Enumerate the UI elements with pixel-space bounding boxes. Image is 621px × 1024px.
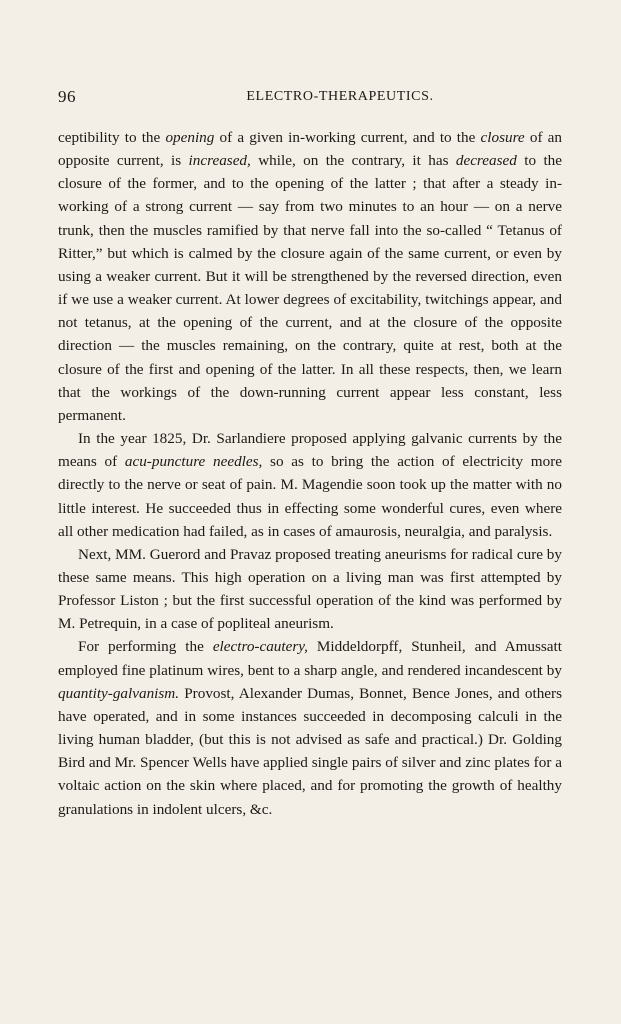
text-run: so as to bring the action of electricity more directly to the nerve or seat of pain. M. Magendie soon took up the matter with no little interest. He succeeded thus in effecting some wonderful cures, even where all other medication had failed, as in cases of amaurosis, neuralgia, and paralysis.: [58, 453, 563, 540]
italic-text: electro-cautery,: [212, 638, 308, 656]
text-run: while, on the contrary, it has: [250, 152, 456, 170]
body-text: [58, 126, 562, 821]
text-run: ceptibility to the: [58, 129, 166, 146]
paragraph: [58, 543, 562, 636]
paragraph: [58, 427, 562, 543]
page-number: 96: [58, 87, 76, 106]
italic-text: acu-puncture needles,: [124, 453, 263, 471]
italic-text: decreased: [455, 152, 517, 170]
text-run: Provost, Alexander Dumas, Bonnet, Bence Jones, and others have operated, and in some instances succeeded in decomposing calculi in the living human bladder, (but this is not advised as safe and practical.) Dr. Golding Bird and Mr. Spencer Wells have applied single pairs of silver and zinc plates for a voltaic action on the skin where placed, and for promoting the growth of healthy granulations in indolent ulcers, &c.: [58, 684, 562, 818]
paragraph: [58, 635, 562, 820]
text-run: Next, MM. Guerord and Pravaz proposed treating aneurisms for radical cure by these same means. This high operation on a living man was first attempted by Professor Liston ; but the first successful operation of the kind was performed by M. Petrequin, in a case of popliteal aneurism.: [58, 545, 562, 633]
paragraph: [58, 126, 562, 427]
italic-text: increased,: [188, 152, 251, 170]
page-header: [58, 87, 562, 111]
italic-text: closure: [480, 129, 525, 146]
text-run: of an opposite current, is: [58, 129, 562, 170]
text-run: In the year 1825, Dr. Sarlandiere proposed applying galvanic currents by the means of: [58, 430, 562, 471]
running-title: ELECTRO-THERAPEUTICS.: [246, 89, 434, 104]
italic-text: opening: [165, 129, 215, 146]
text-run: Middeldorpff, Stunheil, and Amussatt employed fine platinum wires, bent to a sharp angle, and rendered incandescent by: [58, 638, 562, 679]
italic-text: quantity-galvanism.: [58, 684, 180, 702]
text-run: to the closure of the former, and to the opening of the latter ; that after a steady in-working of a strong current — say from two minutes to an hour — on a nerve trunk, then the muscles ramified by that nerve fall into the so-called “ Tetanus of Ritter,” but which is calmed by the closure again of the same current, or even by using a weaker current. But it will be strengthened by the reversed direction, even if we use a weaker current. At lower degrees of excitability, twitchings appear, and not tetanus, at the opening of the current, and at the closure of the opposite direction — the muscles remaining, on the contrary, quite at rest, both at the closure of the first and opening of the latter. In all these respects, then, we learn that the workings of the down-running current appear less constant, less permanent.: [58, 152, 563, 424]
text-run: For performing the: [78, 638, 213, 656]
text-run: of a given in-working current, and to the: [214, 129, 481, 146]
